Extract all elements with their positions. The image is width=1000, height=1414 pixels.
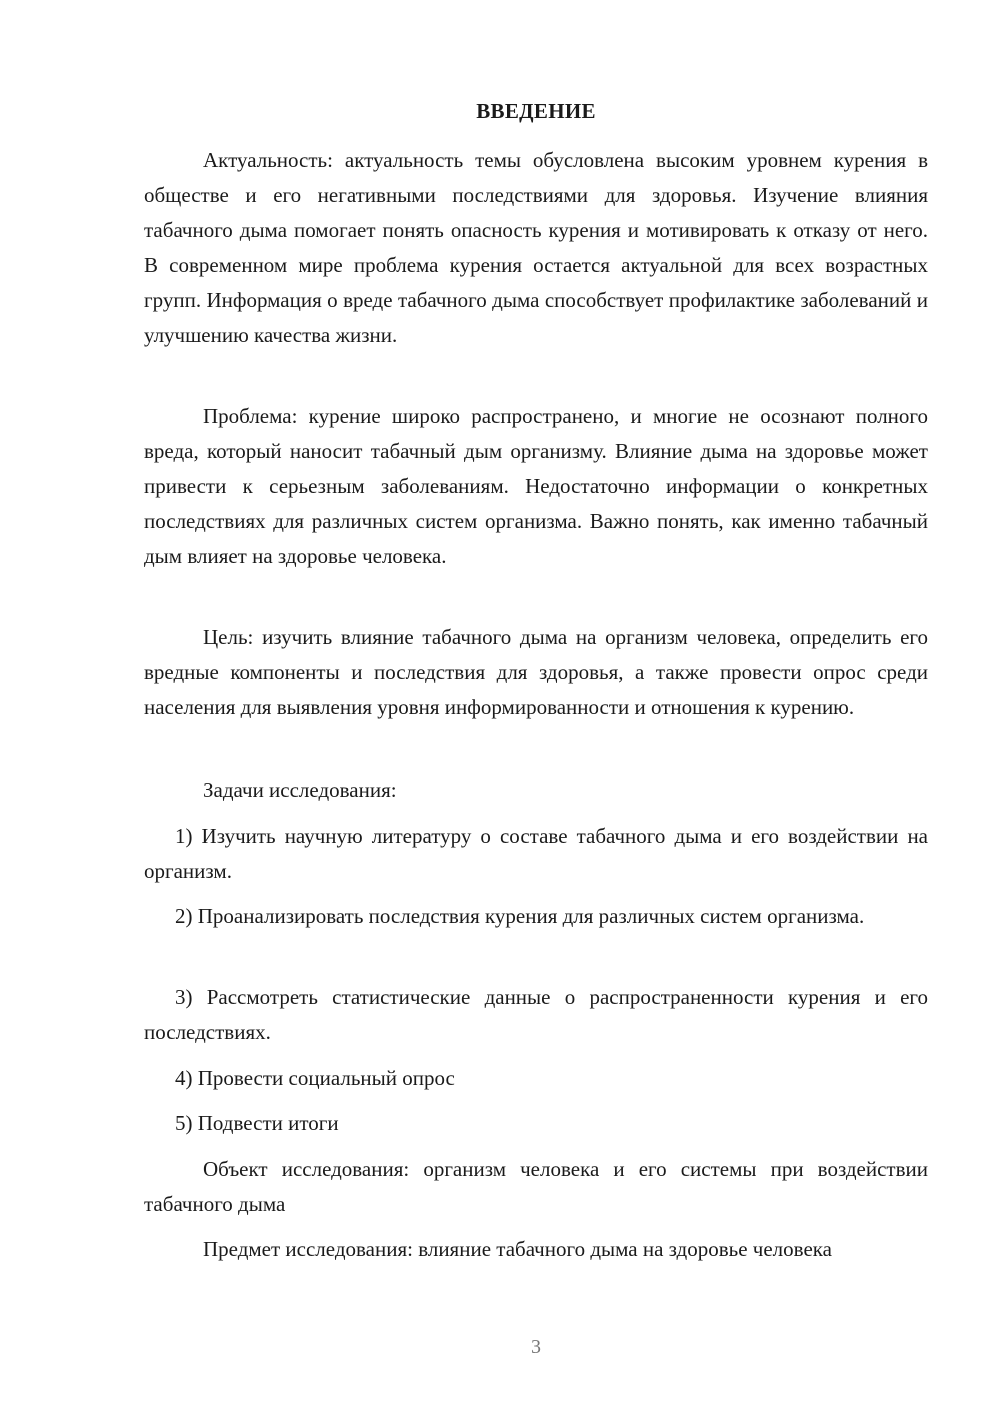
object-paragraph: Объект исследования: организм человека и его системы при воздействии табачного дыма (144, 1157, 928, 1216)
problem-paragraph: Проблема: курение широко распространено, и многие не осознают полного вреда, который наносит табачный дым организму. Влияние дыма на здоровье может привести к серьезным заболеваниям. Недостаточно информации о конкретных последствиях для различных систем организма. Важно понять, как именно табачный дым влияет на здоровье человека. (144, 404, 928, 568)
task-item-3: 3) Рассмотреть статистические данные о распространенности курения и его последствиях. (144, 985, 928, 1044)
tasks-heading: Задачи исследования: (203, 778, 397, 802)
task-item-4: 4) Провести социальный опрос (175, 1066, 455, 1090)
task-item-5: 5) Подвести итоги (175, 1111, 339, 1135)
relevance-paragraph: Актуальность: актуальность темы обусловлена высоким уровнем курения в обществе и его негативными последствиями для здоровья. Изучение влияния табачного дыма помогает понять опасность курения и мотивировать к отказу от него. В современном мире проблема курения остается актуальной для всех возрастных групп. Информация о вреде табачного дыма способствует профилактике заболеваний и улучшению качества жизни. (144, 148, 928, 347)
page-title: ВВЕДЕНИЕ (476, 99, 596, 123)
task-item-1: 1) Изучить научную литературу о составе табачного дыма и его воздействии на организм. (144, 824, 928, 883)
goal-paragraph: Цель: изучить влияние табачного дыма на организм человека, определить его вредные компоненты и последствия для здоровья, а также провести опрос среди населения для выявления уровня информированности и отношения к курению. (144, 625, 928, 719)
page-number: 3 (531, 1336, 541, 1358)
task-item-2: 2) Проанализировать последствия курения для различных систем организма. (175, 904, 865, 928)
subject-paragraph: Предмет исследования: влияние табачного дыма на здоровье человека (203, 1237, 832, 1261)
